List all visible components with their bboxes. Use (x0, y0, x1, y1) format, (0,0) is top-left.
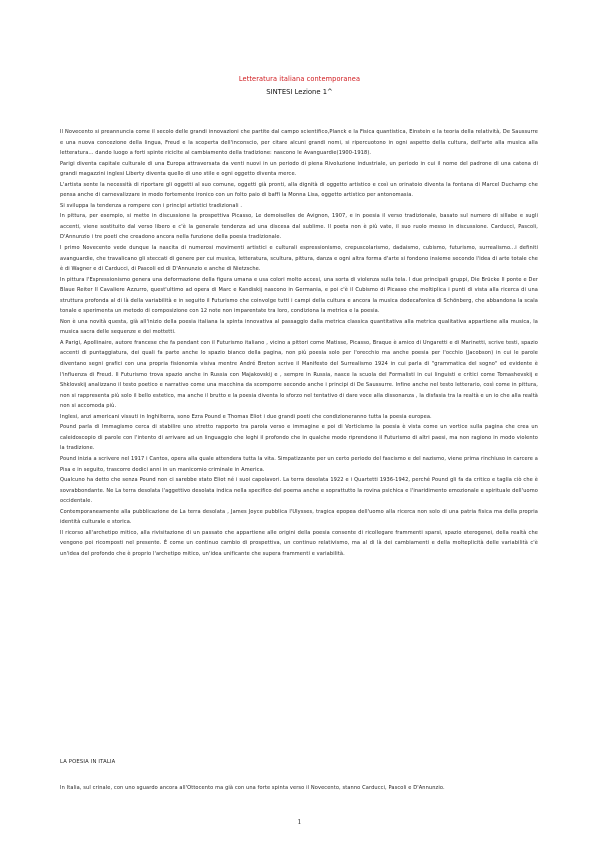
paragraph: Pound parla di Immagismo cerca di stabilire uno stretto rapporto tra parola verso e immagine e poi di Vorticismo la poesia è vista come un vortice sulla pagina che crea un caleidoscopio di parole con l'intento di arrivare ad un linguaggio che leghi il profondo che in qualche modo riprendono il Futurismo di altri paesi, ma non ragiono in modo violento la tradizione. (60, 424, 538, 452)
section-heading: LA POESIA IN ITALIA (60, 759, 116, 765)
paragraph: Contemporaneamente alla pubblicazione de La terra desolata , James Joyce pubblica l'Ulysses, tragica epopea dell'uomo alla ricerca non solo di una patria fisica ma della propria identità culturale e storica. (60, 508, 538, 526)
page-number: 1 (297, 818, 302, 826)
document-body (60, 127, 538, 559)
paragraph: Si sviluppa la tendenza a rompere con i principi artistici tradizionali . (60, 202, 243, 209)
final-paragraph: In Italia, sul crinale, con uno sguardo ancora all'Ottocento ma già con una forte spinta verso il Novecento, stanno Carducci, Pascoli e D'Annunzio. (60, 785, 445, 791)
paragraph: Qualcuno ha detto che senza Pound non ci sarebbe stato Eliot né i suoi capolavori. La terra desolata 1922 e i Quartetti 1936-1942, perché Pound gli fa da critico e taglia ciò che è sovrabbondante. Ne La terra desolata l'aggettivo desolata indica nella specifico del poema anche e soprattutto la rovina psichica e l'inaridimento emozionale e spirituale dell'uomo occidentale. (60, 477, 538, 505)
paragraph: L'artista sente la necessità di riportare gli oggetti al suo comune, oggetti già pronti, alla dignità di oggetto artistico e così un orinatoio diventa la fontana di Marcel Duchamp che pensa anche di carnevalizzare in modo fortemente ironico con un folto paio di baffi la Monna Lisa, oggetto artistico per antonomasia. (60, 181, 538, 199)
document-subtitle: SINTESI Lezione 1^ (266, 88, 333, 96)
paragraph: In pittura l'Espressionismo genera una deformazione della figura umana e usa colori molto accesi, una sorta di violenza sulla tela. I due principali gruppi, Die Brücke Il ponte e Der Blaue Reiter Il Cavaliere Azzurro, quest'ultimo ad opera di Marc e Kandiskij nascono in Germania, e poi c'è il Cubismo di Picasso che moltiplica i punti di vista alla ricerca di una struttura profonda al di là della variabilità e in seguito il Futurismo che coinvolge tutti i campi della cultura e ancora la musica dodecafonica di Schönberg, che abbandona la scala tonale e sperimenta un metodo di composizione con 12 note non imparentate tra loro, condiziona la metrica e la poesia. (60, 276, 538, 315)
document-title: Letteratura italiana contemporanea (238, 75, 361, 83)
paragraph: In pittura, per esempio, si mette in discussione la prospettiva Picasso, Le demoiselles de Avignon, 1907, e in poesia il verso tradizionale, basato sul numero di sillabe e sugli accenti, viene sostituito dal verso libero e c'è la generale tendenza ad una discesa dal sublime. Il poeta non è più vate, il suo ruolo messo in discussione. Carducci, Pascoli, D'Annunzio i tre poeti che creadono ancora nella funzione della poesia tradizionale. (60, 213, 538, 241)
paragraph: Non è una novità questa, già all'inizio della poesia italiana la spinta innovativa al passaggio dalla metrica classica quantitativa alla metrica qualitativa appartiene alla musica, la musica sacra delle sequenze e dei mottetti. (60, 318, 538, 336)
paragraph: A Parigi, Apollinaire, autore francese che fa pendant con il Futurismo italiano , vicino a pittori come Matisse, Picasso, Braque è amico di Ungaretti e di Marinetti, scrive testi, spazio accenti di puntaggiatura, dei quali fa parte anche lo spazio bianco della pagina, non più poesia solo per l'orecchio ma anche poesia per l'occhio (Jacobson) in cui le parole diventano segni grafici con una propria fisionomia visiva mentre André Breton scrive il Manifesto del Surrealismo 1924 in cui parla di "grammatica del sogno" ed evidente è l'influenza di Freud. Il Futurismo trova spazio anche in Russia con Majakovskij e , sempre in Russia, nasce la scuola dei Formalisti in cui linguisti e critici come Tomashevskij e Shklovskij analizzano il testo poetico e narrativo come una macchina da scomporre secondo anche i principi di De Saussurre. Infine anche nel testo letterario, così come in pittura, non si rappresenta più solo il bello estetico, ma anche il brutto e la poesia diventa lo sforzo nel tentativo di dare voce alla dissonanza , la disfasia tra la realtà e un io che alla realtà non si accomoda più. (60, 339, 538, 410)
paragraph: Parigi diventa capitale culturale di una Europa attraversata da venti nuovi in un periodo di piena Rivoluzione industriale, un periodo in cui il nome del padrone di una catena di grandi magazzini inglesi Liberty diventa quello di uno stile e ogni oggetto diventa merce. (60, 160, 538, 178)
paragraph: Il Novecento si preannuncia come il secolo delle grandi innovazioni che partite dal campo scientifico,Planck e la Fisica quantistica, Einstein e la teoria della relatività, De Saussurre e una nuova concezione della lingua, Freud e la scoperta dell'inconscio, per citare alcuni grandi nomi, si ripercuotono in ogni aspetto della cultura, dell'arte alla musica alla letteratura... dando luogo a forti spinte riciclte al cambiamento della tradizione: nascono le Avanguardie(1900-1918). (60, 129, 538, 157)
paragraph: Inglesi, anzi americani vissuti in Inghilterra, sono Ezra Pound e Thomas Eliot i due grandi poeti che condizioneranno tutta la poesia europea. (60, 413, 432, 420)
paragraph: Pound inizia a scrivere nel 1917 i Cantos, opera alla quale attendera tutta la vita. Simpatizzante per un certo periodo del fascismo e del nazismo, viene prima rinchiuso in carcere a Pisa e in seguito, trascorre dodici anni in un manicomio criminale in America. (60, 455, 538, 473)
paragraph: Il ricorso all'archetipo mitico, alla rivisitazione di un passato che appartiene alle origini della poesia consente di ricollegare frammenti sparsi, spazio eterogenei, della realtà che vengono poi ricomposti nel presente. È come un continuo cambio di prospettiva, un continuo relativismo, ma al di là dei cambiamenti e della molteplicità delle variabilità c'è un'idea del profondo che è proprio l'archetipo mitico, un'idea unificante che supera frammenti e variabilità. (60, 529, 538, 557)
paragraph: I primo Novecento vede dunque la nascita di numerosi movimenti artistici e culturali espressionismo, crepuscolarismo, dadaismo, cubismo, futurismo, surrealismo...i definiti avanguardie, che travalicano gli steccati di genere per cui musica, letteratura, scultura, pittura, danza e ogni altra forma d'arte si fondono insieme secondo l'idea di arte totale che è di Wagner e di Carducci, di Pascoli ed di D'Annunzio e anche di Nietzsche. (60, 245, 538, 273)
